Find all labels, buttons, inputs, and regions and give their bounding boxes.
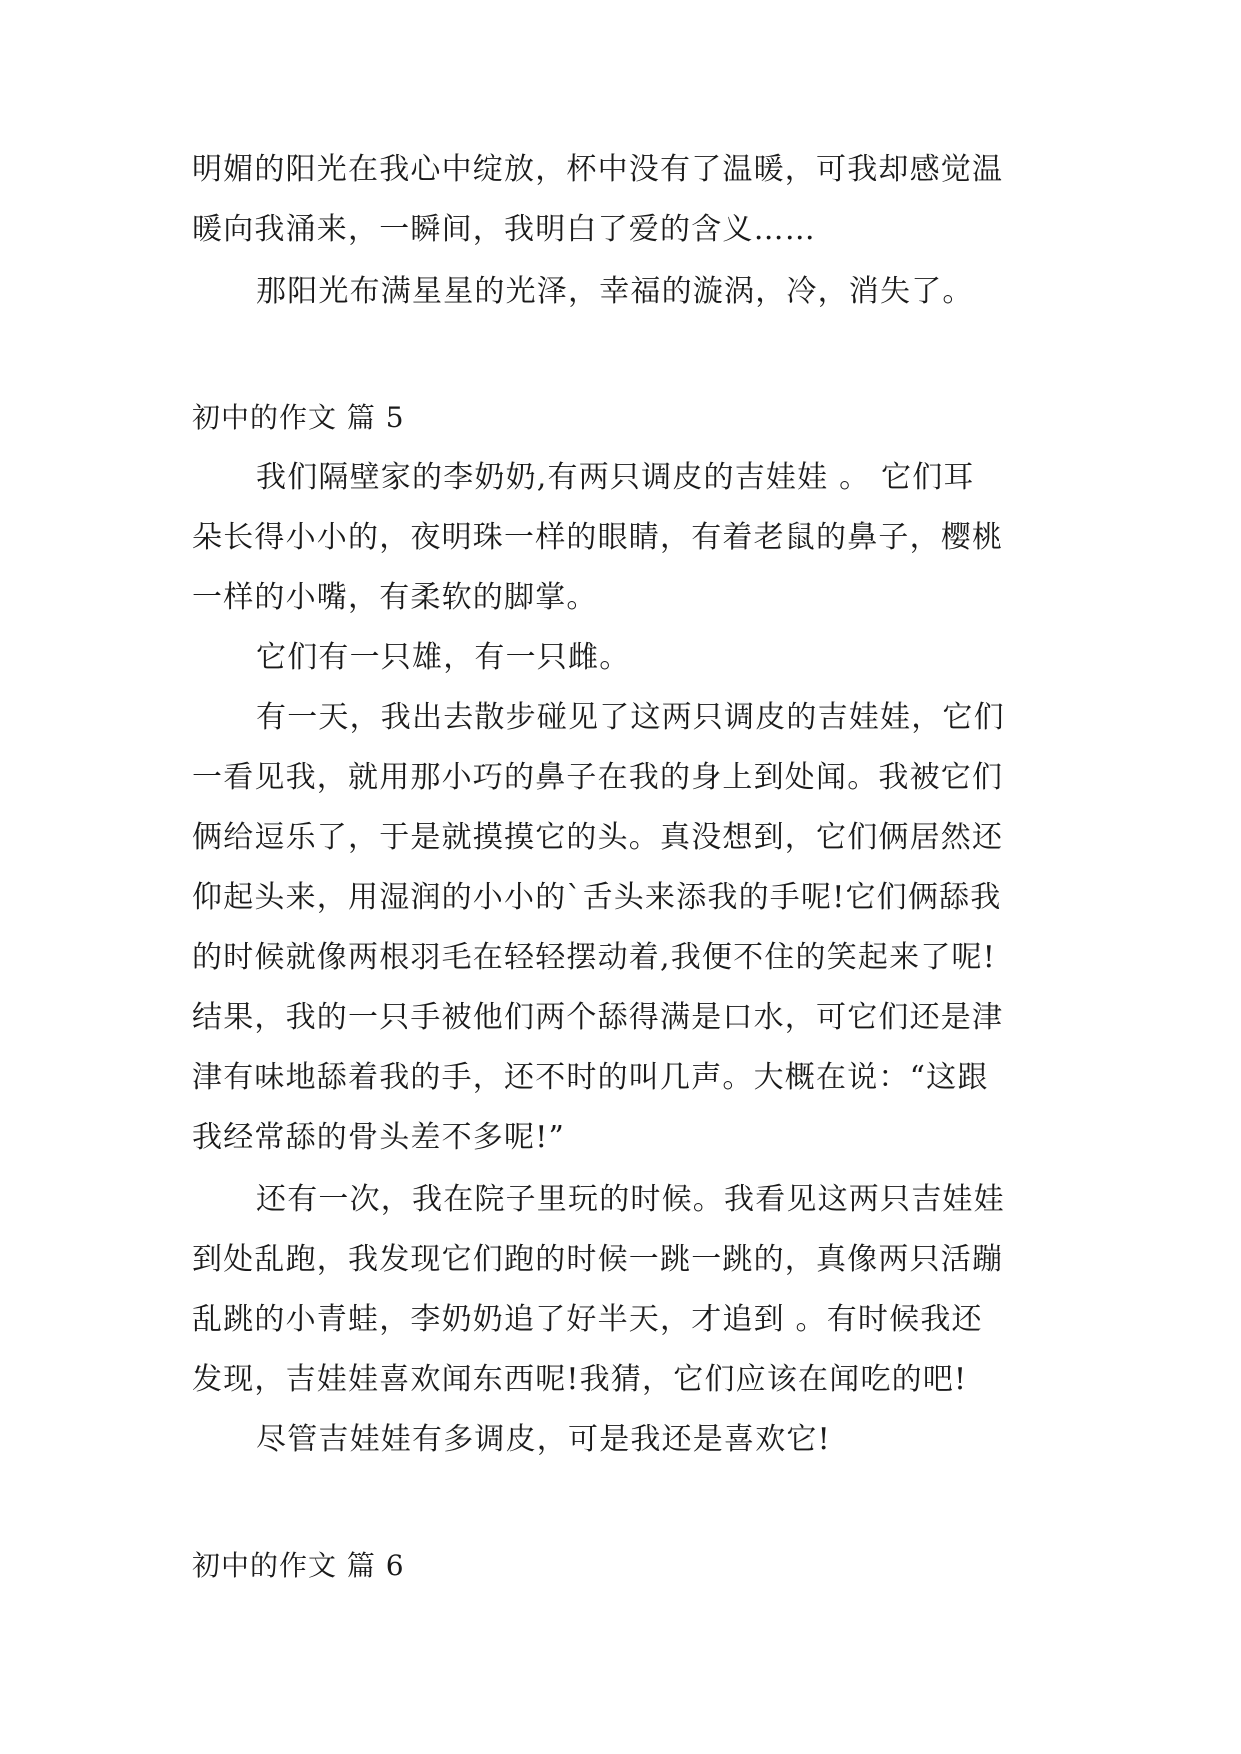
paragraph-line: 仰起头来，用湿润的小小的`舌头来添我的手呢!它们俩舔我	[192, 880, 1002, 915]
paragraph-line: 还有一次，我在院子里玩的时候。我看见这两只吉娃娃	[256, 1182, 1005, 1217]
paragraph-line: 的时候就像两根羽毛在轻轻摆动着,我便不住的笑起来了呢!	[192, 940, 996, 975]
paragraph-line: 有一天，我出去散步碰见了这两只调皮的吉娃娃，它们	[256, 700, 1005, 735]
paragraph-line: 津有味地舔着我的手，还不时的叫几声。大概在说：“这跟	[192, 1060, 989, 1095]
paragraph-line: 我经常舔的骨头差不多呢!”	[192, 1120, 565, 1155]
paragraph-line: 尽管吉娃娃有多调皮，可是我还是喜欢它!	[256, 1422, 831, 1457]
paragraph-line: 一样的小嘴，有柔软的脚掌。	[192, 580, 598, 615]
paragraph-line: 俩给逗乐了，于是就摸摸它的头。真没想到，它们俩居然还	[192, 820, 1004, 855]
paragraph-line: 一看见我，就用那小巧的鼻子在我的身上到处闻。我被它们	[192, 760, 1004, 795]
paragraph-line: 暖向我涌来，一瞬间，我明白了爱的含义……	[192, 212, 816, 247]
paragraph-line: 乱跳的小青蛙，李奶奶追了好半天，才追到 。有时候我还	[192, 1302, 983, 1337]
paragraph-line: 发现，吉娃娃喜欢闻东西呢!我猜，它们应该在闻吃的吧!	[192, 1362, 968, 1397]
section-heading-6: 初中的作文 篇 6	[192, 1549, 405, 1582]
paragraph-line: 结果，我的一只手被他们两个舔得满是口水，可它们还是津	[192, 1000, 1004, 1035]
section-heading-5: 初中的作文 篇 5	[192, 401, 405, 434]
paragraph-line: 到处乱跑，我发现它们跑的时候一跳一跳的，真像两只活蹦	[192, 1242, 1004, 1277]
paragraph-line: 它们有一只雄，有一只雌。	[256, 640, 631, 675]
paragraph-line: 我们隔壁家的李奶奶,有两只调皮的吉娃娃 。 它们耳	[256, 460, 975, 495]
paragraph-line: 明媚的阳光在我心中绽放，杯中没有了温暖，可我却感觉温	[192, 152, 1004, 187]
paragraph-line: 朵长得小小的，夜明珠一样的眼睛，有着老鼠的鼻子，樱桃	[192, 520, 1004, 555]
paragraph-line: 那阳光布满星星的光泽，幸福的漩涡，冷，消失了。	[256, 274, 974, 309]
